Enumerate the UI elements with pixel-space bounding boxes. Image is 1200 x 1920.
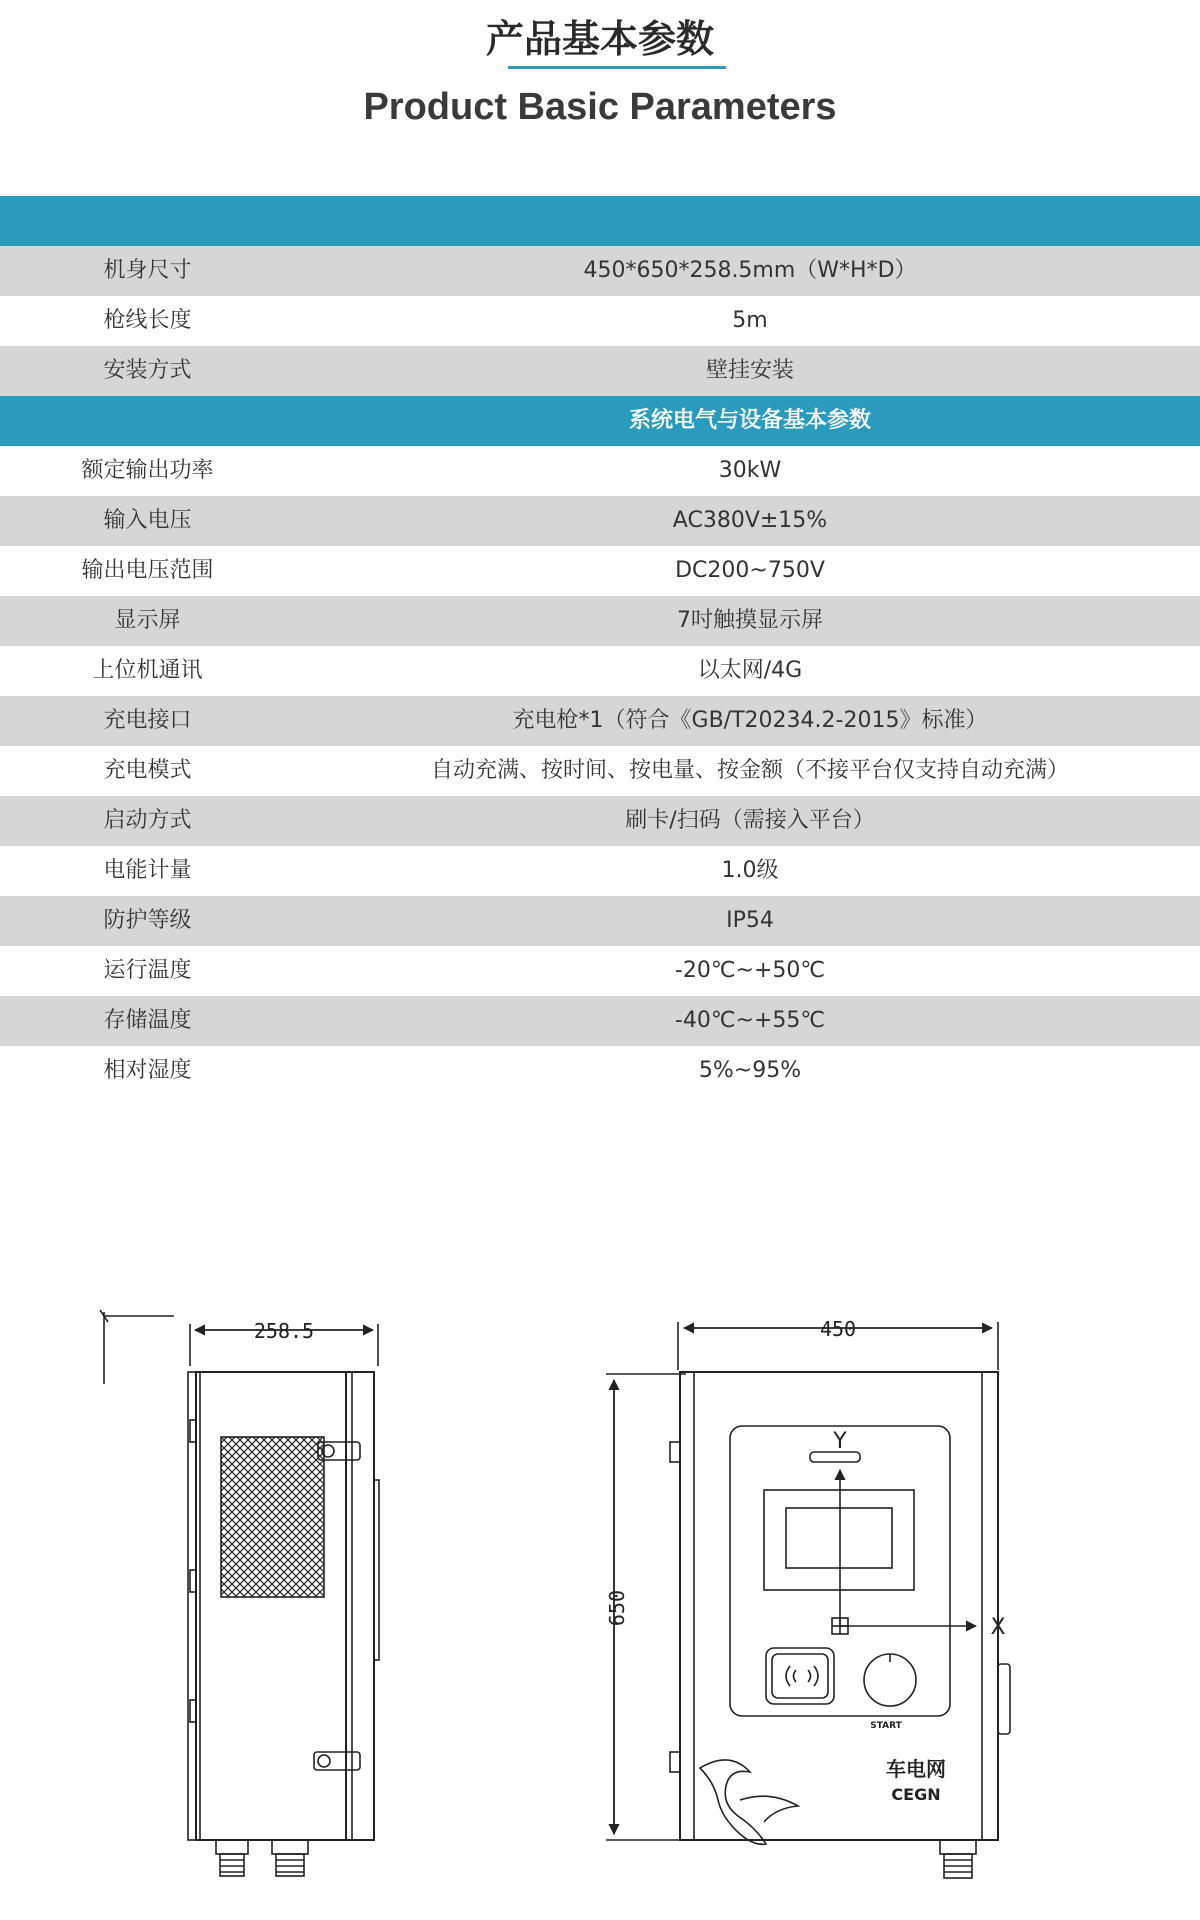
spec-value: DC200~750V [675, 558, 825, 583]
spec-row [0, 496, 1200, 546]
spec-value: 1.0级 [721, 858, 779, 883]
spec-value: 5%~95% [698, 1058, 802, 1083]
spec-label: 安装方式 [103, 358, 192, 383]
spec-label: 充电接口 [103, 708, 192, 733]
section-header-dimensions [0, 196, 1200, 246]
front-height-label: 650 [605, 1589, 629, 1627]
spec-value: 刷卡/扫码（需接入平台） [625, 808, 875, 833]
spec-row [0, 746, 1200, 796]
spec-label: 启动方式 [103, 808, 192, 833]
front-view [606, 1322, 1010, 1878]
spec-row [0, 596, 1200, 646]
spec-label: 额定输出功率 [81, 458, 214, 483]
spec-table [0, 196, 1200, 1096]
drawings-svg [0, 1280, 1200, 1916]
spec-label: 上位机通讯 [92, 658, 203, 683]
spec-row [0, 996, 1200, 1046]
section-title: 系统电气与设备基本参数 [628, 408, 871, 433]
spec-label: 运行温度 [103, 958, 192, 983]
spec-label: 输入电压 [103, 508, 192, 533]
brand-logo-cn: 车电网 [886, 1757, 946, 1781]
spec-label: 输出电压范围 [81, 558, 214, 583]
spec-value: 以太网/4G [697, 658, 803, 683]
side-depth-label: 258.5 [253, 1319, 315, 1343]
spec-row [0, 546, 1200, 596]
page-title-cn: 产品基本参数 [485, 17, 714, 61]
dimension-rows [0, 246, 1200, 396]
spec-value: -40℃~+55℃ [674, 1008, 826, 1033]
spec-row [0, 796, 1200, 846]
spec-value: -20℃~+50℃ [674, 958, 826, 983]
spec-row [0, 446, 1200, 496]
spec-row [0, 946, 1200, 996]
spec-value: 壁挂安装 [705, 358, 794, 383]
spec-label: 存储温度 [103, 1008, 192, 1033]
spec-row [0, 846, 1200, 896]
spec-label: 防护等级 [103, 908, 192, 933]
spec-label: 枪线长度 [103, 308, 192, 333]
brand-logo-en: CEGN [891, 1785, 941, 1804]
spec-row [0, 1046, 1200, 1096]
spec-row [0, 896, 1200, 946]
spec-value: 自动充满、按时间、按电量、按金额（不接平台仅支持自动充满） [430, 758, 1069, 783]
technical-drawings [0, 1280, 1200, 1916]
spec-row [0, 296, 1200, 346]
section-header-electrical [0, 396, 1200, 446]
side-view [100, 1310, 379, 1876]
electrical-rows [0, 446, 1200, 1096]
spec-value: 450*650*258.5mm（W*H*D） [583, 258, 917, 283]
start-button-label: START [870, 1721, 902, 1731]
spec-row [0, 646, 1200, 696]
spec-label: 充电模式 [103, 758, 192, 783]
spec-value: AC380V±15% [672, 508, 828, 533]
page-header [0, 0, 1200, 160]
page-title-en: Product Basic Parameters [363, 86, 837, 128]
axis-y-label: Y [833, 1429, 847, 1454]
spec-label: 显示屏 [114, 608, 181, 633]
title-underline [508, 66, 726, 69]
spec-label: 相对湿度 [103, 1058, 192, 1083]
spec-row [0, 696, 1200, 746]
spec-value: 充电枪*1（符合《GB/T20234.2-2015》标准） [512, 708, 988, 733]
axis-x-label: X [990, 1615, 1006, 1640]
spec-value: 30kW [718, 458, 782, 483]
spec-label: 机身尺寸 [103, 258, 192, 283]
spec-value: IP54 [726, 908, 774, 933]
spec-row [0, 346, 1200, 396]
spec-value: 5m [732, 308, 768, 333]
front-width-label: 450 [819, 1317, 857, 1341]
spec-row [0, 246, 1200, 296]
spec-value: 7吋触摸显示屏 [677, 608, 823, 633]
spec-label: 电能计量 [103, 858, 192, 883]
